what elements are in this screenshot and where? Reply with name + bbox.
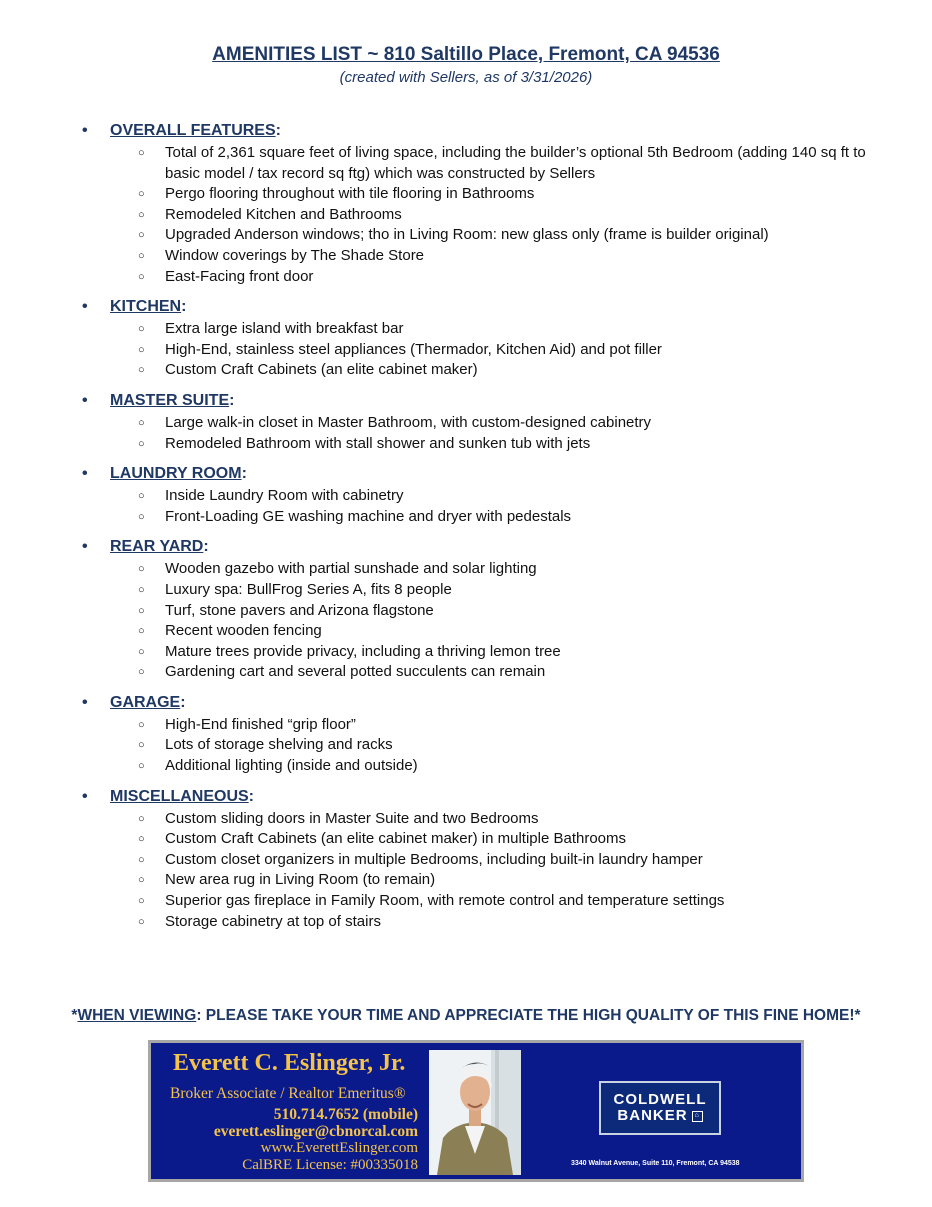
circle-bullet-icon: ○ xyxy=(138,833,145,846)
amenities-sections xyxy=(82,122,882,943)
amenity-section xyxy=(82,122,882,287)
circle-bullet-icon: ○ xyxy=(138,625,145,638)
list-item xyxy=(82,829,882,850)
list-item xyxy=(82,735,882,756)
list-item-text: Turf, stone pavers and Arizona flagstone xyxy=(165,601,434,619)
section-heading xyxy=(82,465,882,486)
circle-bullet-icon: ○ xyxy=(138,760,145,773)
logo-line-2 xyxy=(617,1108,702,1124)
section-heading xyxy=(82,122,882,143)
circle-bullet-icon: ○ xyxy=(138,915,145,928)
circle-bullet-icon: ○ xyxy=(138,416,145,429)
logo-line-1: COLDWELL xyxy=(613,1091,707,1108)
circle-bullet-icon: ○ xyxy=(138,895,145,908)
amenity-section xyxy=(82,465,882,527)
list-item-text: Pergo flooring throughout with tile flooring in Bathrooms xyxy=(165,185,535,203)
amenity-list xyxy=(82,143,882,287)
section-title: GARAGE: xyxy=(110,693,186,711)
viewing-message: : PLEASE TAKE YOUR TIME AND APPRECIATE THE HIGH QUALITY OF THIS FINE HOME!* xyxy=(196,1007,861,1024)
circle-bullet-icon: ○ xyxy=(138,510,145,523)
list-item-text: Inside Laundry Room with cabinetry xyxy=(165,487,404,505)
list-item-text: High-End, stainless steel appliances (Thermador, Kitchen Aid) and pot filler xyxy=(165,340,662,358)
list-item xyxy=(82,143,882,184)
bullet-icon: • xyxy=(82,298,88,316)
circle-bullet-icon: ○ xyxy=(138,323,145,336)
list-item xyxy=(82,891,882,912)
section-title-text: OVERALL FEATURES xyxy=(110,122,276,139)
list-item xyxy=(82,559,882,580)
circle-bullet-icon: ○ xyxy=(138,604,145,617)
logo-mark-icon: ⌂ xyxy=(692,1111,703,1122)
circle-bullet-icon: ○ xyxy=(138,229,145,242)
list-item-text: Gardening cart and several potted succulents can remain xyxy=(165,663,546,681)
list-item-text: Custom Craft Cabinets (an elite cabinet maker) xyxy=(165,361,478,379)
list-item xyxy=(82,319,882,340)
circle-bullet-icon: ○ xyxy=(138,583,145,596)
amenity-list xyxy=(82,486,882,527)
circle-bullet-icon: ○ xyxy=(138,188,145,201)
list-item xyxy=(82,267,882,288)
list-item-text: Remodeled Kitchen and Bathrooms xyxy=(165,205,402,223)
bullet-icon: • xyxy=(82,787,88,805)
bullet-icon: • xyxy=(82,693,88,711)
list-item xyxy=(82,507,882,528)
document-header xyxy=(0,44,932,86)
list-item xyxy=(82,360,882,381)
circle-bullet-icon: ○ xyxy=(138,812,145,825)
list-item-text: Custom closet organizers in multiple Bedrooms, including built-in laundry hamper xyxy=(165,850,703,868)
section-title: MISCELLANEOUS: xyxy=(110,787,254,805)
circle-bullet-icon: ○ xyxy=(138,364,145,377)
section-title: REAR YARD: xyxy=(110,538,209,556)
viewing-notice xyxy=(0,1007,932,1025)
section-title-text: GARAGE xyxy=(110,693,181,711)
amenity-section xyxy=(82,298,882,381)
list-item-text: Mature trees provide privacy, including a thriving lemon tree xyxy=(165,642,561,660)
section-title-text: KITCHEN xyxy=(110,298,182,316)
section-heading xyxy=(82,298,882,319)
section-title: MASTER SUITE: xyxy=(110,391,235,409)
logo-line-2-text: BANKER xyxy=(617,1107,688,1124)
list-item xyxy=(82,225,882,246)
list-item-text: High-End finished “grip floor” xyxy=(165,715,356,733)
circle-bullet-icon: ○ xyxy=(138,437,145,450)
list-item-text: Custom Craft Cabinets (an elite cabinet maker) in multiple Bathrooms xyxy=(165,830,627,848)
list-item xyxy=(82,870,882,891)
amenity-list xyxy=(82,319,882,381)
section-title-text: MASTER SUITE xyxy=(110,391,230,409)
list-item xyxy=(82,642,882,663)
list-item-text: Recent wooden fencing xyxy=(165,622,322,640)
agent-name: Everett C. Eslinger, Jr. xyxy=(173,1050,406,1076)
page-subtitle: (created with Sellers, as of 3/31/2026) xyxy=(339,69,593,86)
page-title: AMENITIES LIST ~ 810 Saltillo Place, Fremont, CA 94536 xyxy=(212,44,720,65)
list-item-text: Storage cabinetry at top of stairs xyxy=(165,912,381,930)
list-item xyxy=(82,184,882,205)
bullet-icon: • xyxy=(82,391,88,409)
section-title-text: MISCELLANEOUS xyxy=(110,787,249,805)
section-title: KITCHEN: xyxy=(110,298,187,316)
list-item-text: Remodeled Bathroom with stall shower and sunken tub with jets xyxy=(165,434,591,452)
list-item-text: Front-Loading GE washing machine and dryer with pedestals xyxy=(165,507,572,525)
list-item xyxy=(82,205,882,226)
list-item-text: Total of 2,361 square feet of living space, including the builder’s optional 5th Bedroom (adding 140 sq ft to basic model / tax record sq ftg) which was constructed by Sellers xyxy=(165,144,866,182)
list-item-text: Wooden gazebo with partial sunshade and solar lighting xyxy=(165,560,537,578)
circle-bullet-icon: ○ xyxy=(138,270,145,283)
amenity-section xyxy=(82,392,882,454)
list-item-text: Large walk-in closet in Master Bathroom, with custom-designed cabinetry xyxy=(165,413,652,431)
list-item xyxy=(82,486,882,507)
list-item-text: Upgraded Anderson windows; tho in Living Room: new glass only (frame is builder original) xyxy=(165,226,769,244)
agent-email: everett.eslinger@cbnorcal.com xyxy=(213,1123,418,1140)
circle-bullet-icon: ○ xyxy=(138,853,145,866)
list-item xyxy=(82,912,882,933)
circle-bullet-icon: ○ xyxy=(138,249,145,262)
office-address: 3340 Walnut Avenue, Suite 110, Fremont, CA 94538 xyxy=(571,1160,740,1167)
circle-bullet-icon: ○ xyxy=(138,490,145,503)
agent-website: www.EverettEslinger.com xyxy=(260,1140,418,1156)
circle-bullet-icon: ○ xyxy=(138,208,145,221)
list-item xyxy=(82,246,882,267)
amenity-list xyxy=(82,809,882,933)
circle-bullet-icon: ○ xyxy=(138,147,145,159)
list-item-text: Custom sliding doors in Master Suite and two Bedrooms xyxy=(165,809,539,827)
section-title-text: LAUNDRY ROOM xyxy=(110,465,242,483)
section-heading xyxy=(82,538,882,559)
list-item xyxy=(82,580,882,601)
section-title: LAUNDRY ROOM: xyxy=(110,465,247,483)
circle-bullet-icon: ○ xyxy=(138,343,145,356)
section-title: OVERALL FEATURES: xyxy=(110,122,281,139)
list-item-text: Luxury spa: BullFrog Series A, fits 8 people xyxy=(165,580,452,598)
amenity-section xyxy=(82,788,882,933)
amenity-list xyxy=(82,413,882,454)
amenity-section xyxy=(82,538,882,683)
list-item xyxy=(82,756,882,777)
agent-photo xyxy=(429,1050,521,1175)
list-item-text: Superior gas fireplace in Family Room, with remote control and temperature settings xyxy=(165,892,725,910)
list-item-text: Additional lighting (inside and outside) xyxy=(165,757,418,775)
bullet-icon: • xyxy=(82,122,88,139)
list-item-text: Window coverings by The Shade Store xyxy=(165,246,425,264)
list-item xyxy=(82,601,882,622)
viewing-prefix: * xyxy=(71,1007,78,1024)
section-heading xyxy=(82,788,882,809)
circle-bullet-icon: ○ xyxy=(138,645,145,658)
coldwell-banker-logo xyxy=(599,1081,721,1135)
section-heading xyxy=(82,694,882,715)
list-item-text: Extra large island with breakfast bar xyxy=(165,320,404,338)
list-item xyxy=(82,434,882,455)
list-item xyxy=(82,340,882,361)
list-item xyxy=(82,850,882,871)
viewing-label: WHEN VIEWING xyxy=(77,1007,197,1024)
section-heading xyxy=(82,392,882,413)
circle-bullet-icon: ○ xyxy=(138,739,145,752)
list-item-text: New area rug in Living Room (to remain) xyxy=(165,871,436,889)
list-item xyxy=(82,715,882,736)
amenity-list xyxy=(82,715,882,777)
circle-bullet-icon: ○ xyxy=(138,718,145,731)
circle-bullet-icon: ○ xyxy=(138,874,145,887)
list-item xyxy=(82,621,882,642)
agent-business-card xyxy=(148,1040,804,1182)
circle-bullet-icon: ○ xyxy=(138,666,145,679)
amenity-list xyxy=(82,559,882,683)
list-item xyxy=(82,662,882,683)
agent-phone: 510.714.7652 (mobile) xyxy=(273,1106,418,1123)
agent-license: CalBRE License: #00335018 xyxy=(242,1157,418,1173)
section-title-text: REAR YARD xyxy=(110,538,204,556)
bullet-icon: • xyxy=(82,465,88,483)
bullet-icon: • xyxy=(82,538,88,556)
list-item-text: East-Facing front door xyxy=(165,267,314,285)
list-item-text: Lots of storage shelving and racks xyxy=(165,736,393,754)
list-item xyxy=(82,413,882,434)
agent-role: Broker Associate / Realtor Emeritus® xyxy=(170,1085,406,1102)
list-item xyxy=(82,809,882,830)
circle-bullet-icon: ○ xyxy=(138,563,145,576)
amenity-section xyxy=(82,694,882,777)
